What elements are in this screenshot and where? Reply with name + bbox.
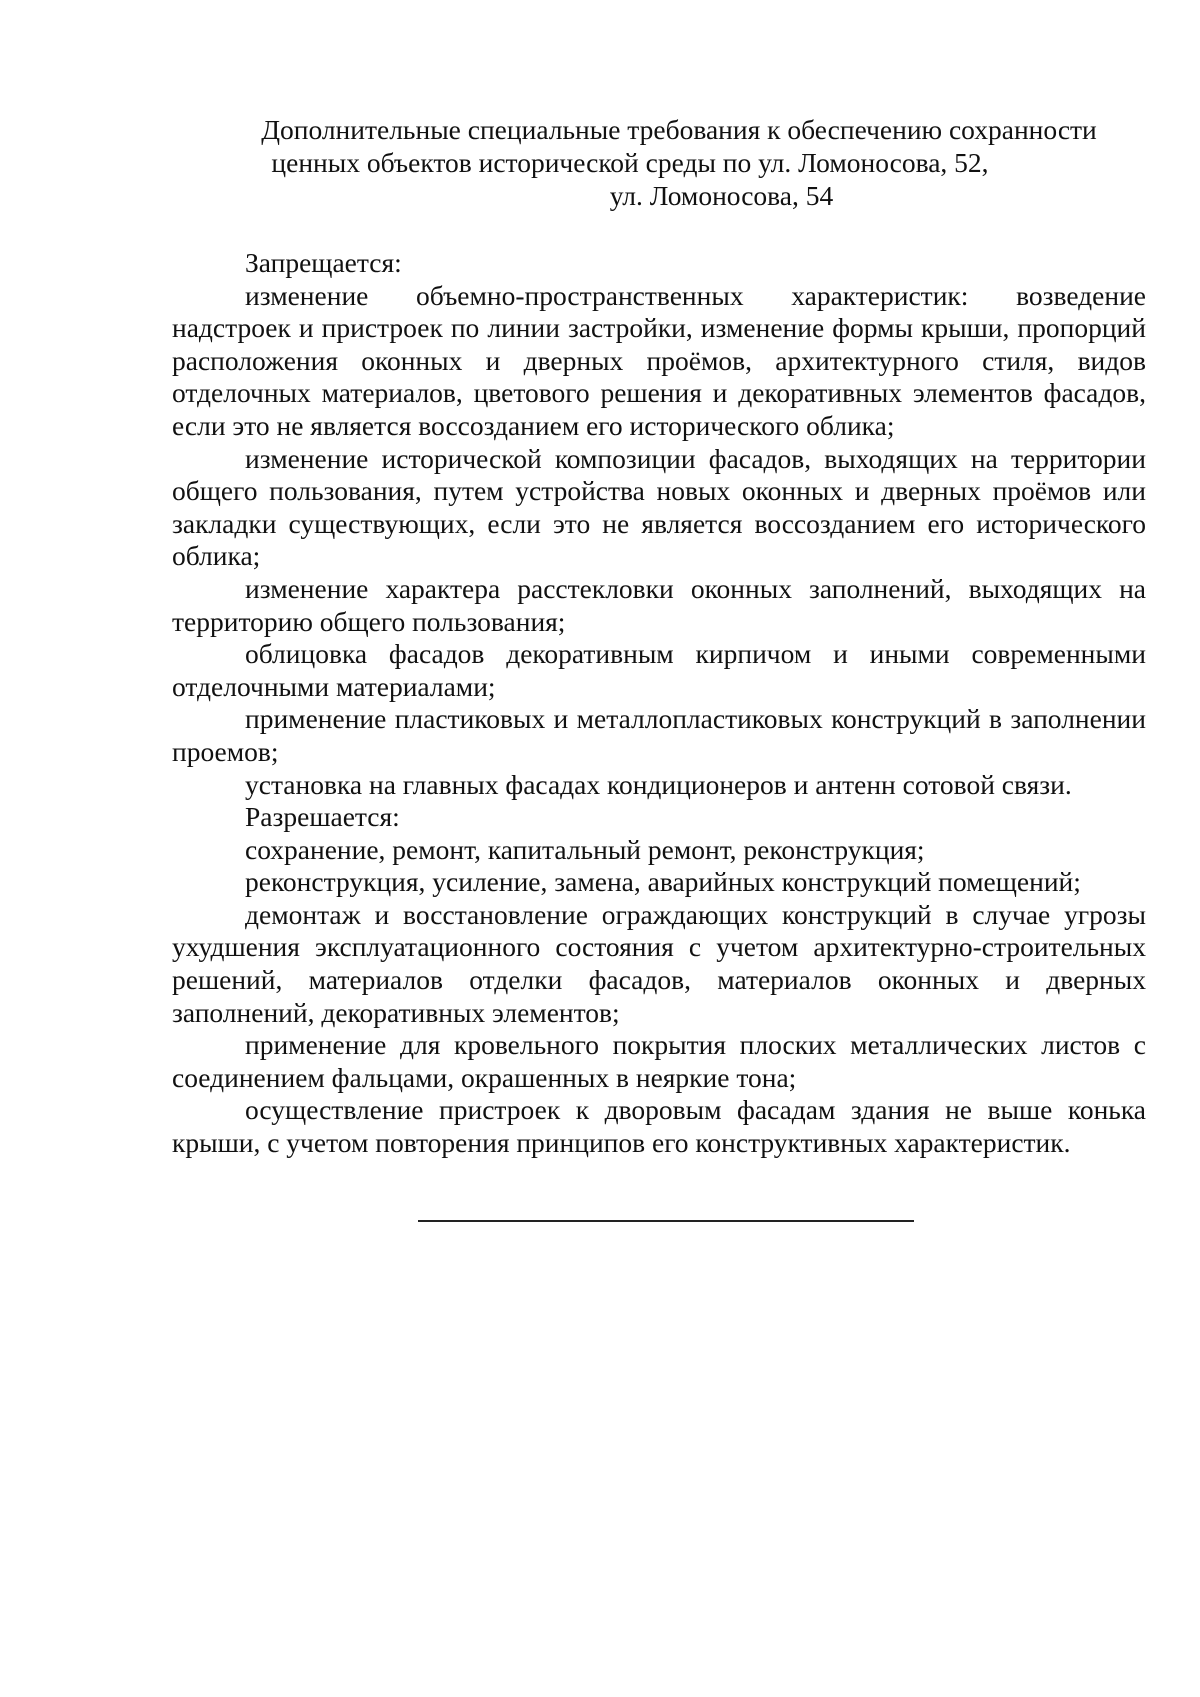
prohibition-item: установка на главных фасадах кондиционеров и антенн сотовой связи. [245,768,1072,800]
prohibition-item: облицовка фасадов декоративным кирпичом и иными современными отделочными материалами; [172,638,1146,702]
document-body [172,247,1146,1160]
prohibition-item: применение пластиковых и металлопластиковых конструкций в заполнении проемов; [172,703,1146,767]
permission-item: применение для кровельного покрытия плоских металлических листов с соединением фальцами, окрашенных в неяркие тона; [172,1029,1146,1093]
permission-item: сохранение, ремонт, капитальный ремонт, реконструкция; [245,833,925,865]
section-heading-permitted: Разрешается: [245,801,400,833]
title-line: Дополнительные специальные требования к обеспечению сохранности [261,114,1097,145]
title-line: ценных объектов исторической среды по ул. Ломоносова, 52, [271,147,989,178]
permission-item: демонтаж и восстановление ограждающих конструкций в случае угрозы ухудшения эксплуатационного состояния с учетом архитектурно-строительных решений, материалов отделки фасадов, материалов оконных и дверных заполнений, декоративных элементов; [172,898,1146,1028]
prohibition-item: изменение объемно-пространственных характеристик: возведение надстроек и пристроек по линии застройки, изменение формы крыши, пропорций расположения оконных и дверных проёмов, архитектурного стиля, видов отделочных материалов, цветового решения и декоративных элементов фасадов, если это не является воссозданием его исторического облика; [172,279,1146,441]
permission-item: осуществление пристроек к дворовым фасадам здания не выше конька крыши, с учетом повторения принципов его конструктивных характеристик. [172,1094,1146,1159]
document-title [170,113,1148,212]
prohibition-item: изменение исторической композиции фасадов, выходящих на территории общего пользования, путем устройства новых оконных и дверных проёмов или закладки существующих, если это не является воссозданием его исторического облика; [172,442,1146,572]
permission-item: реконструкция, усиление, замена, аварийных конструкций помещений; [245,866,1081,898]
title-line: ул. Ломоносова, 54 [609,180,834,211]
section-heading-prohibited: Запрещается: [245,247,402,278]
end-separator-line [418,1220,914,1222]
prohibition-item: изменение характера расстекловки оконных заполнений, выходящих на территорию общего пользования; [172,572,1146,637]
